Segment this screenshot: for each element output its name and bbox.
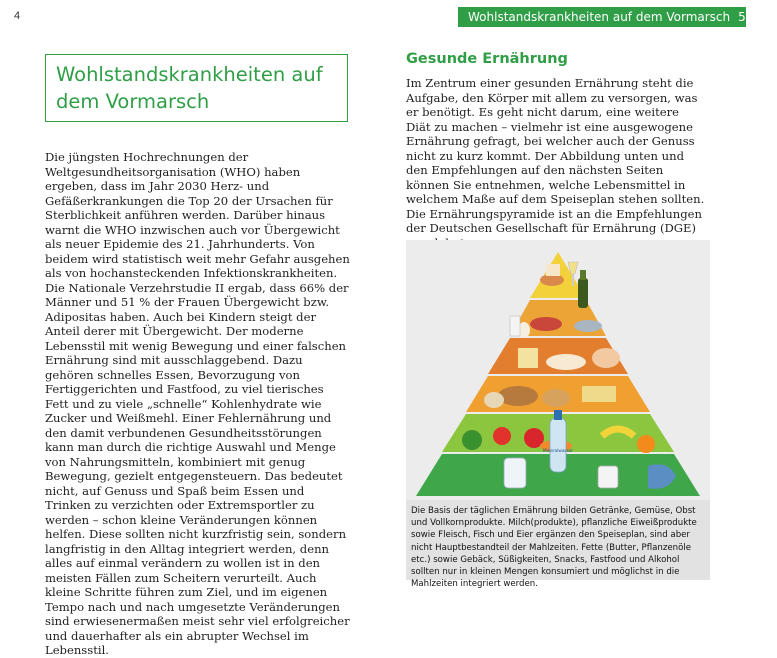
paragraph: Die jüngsten Hochrechnungen der Weltgesundheitsorganisation (WHO) haben ergeben, dass im Jahr 2030 Herz- und Gefäßerkrankungen die Top 20 der Ursachen für Sterblichkeit anführen werden. Darüber hinaus warnt die WHO inzwischen auch vor Übergewicht als neuer Epidemie des 21. Jahrhunderts. Von beidem wird statistisch weit mehr Gefahr ausgehen als von hochansteckenden Infektionskrankheiten.: [45, 150, 350, 280]
left-body-text: [45, 150, 350, 658]
right-body-text: Im Zentrum einer gesunden Ernährung steht die Aufgabe, den Körper mit allem zu versorgen, was er benötigt. Es geht nicht darum, eine weitere Diät zu machen – vielmehr ist eine ausgewogene Ernährung gefragt, bei welcher auch der Genuss nicht zu kurz kommt. Der Abbildung unten und den Empfehlungen auf den nächsten Seiten können Sie entnehmen, welche Lebensmittel in welchem Maße auf dem Speiseplan stehen sollten. Die Ernährungspyramide ist an die Empfehlungen der Deutschen Gesellschaft für Ernährung (DGE): [406, 76, 705, 235]
cake-icon: [546, 264, 560, 276]
water-glass-icon: [504, 458, 526, 488]
milk-bottle-icon: [510, 316, 520, 336]
section-heading: Gesunde Ernährung: [406, 51, 568, 67]
cheese-icon: [518, 348, 538, 368]
rice-bowl-icon: [484, 392, 504, 408]
pasta-icon: [582, 386, 616, 402]
orange-icon: [637, 435, 655, 453]
section-title-box: Wohlstandskrankheiten auf dem Vormarsch: [45, 54, 348, 122]
oil-bottle-neck-icon: [580, 270, 586, 280]
figure-caption: Die Basis der täglichen Ernährung bilden Getränke, Gemüse, Obst und Vollkornprodukte. Milch(produkte), pflanzliche Eiweißprodukte sowie Fleisch, Fisch und Eier ergänzen den Speiseplan, sind aber nicht Hauptbestandteil der Mahlzeiten. Fette (Butter, Pflanzenöle etc.) sowie Gebäck, Süßigkeiten, Snacks, Fastfood und Alkohol sollten nur in kleinen Mengen konsumiert und möglichst in die Mahlzeiten integriert werden.: [406, 500, 710, 580]
broccoli-icon: [462, 430, 482, 450]
cup-icon: [598, 466, 618, 488]
wine-glass-stem-icon: [572, 274, 574, 286]
fish-icon: [574, 320, 602, 332]
food-pyramid-figure: [406, 240, 710, 500]
running-header-title: Wohlstandskrankheiten auf dem Vormarsch: [468, 10, 731, 24]
sausage-plate-icon: [546, 354, 586, 370]
tomato-icon: [493, 427, 511, 445]
paragraph: Die Nationale Verzehrstudie II ergab, dass 66% der Männer und 51 % der Frauen Übergewicht bzw. Adipositas haben. Auch bei Kindern steigt der Anteil derer mit Übergewicht. Der moderne Lebensstil mit wenig Bewegung und einer falschen Ernährung sind mit ausschlaggebend. Dazu gehören schnelles Essen, Bevorzugung von Fertiggerichten und Fastfood, zu viel tierisches Fett und zu viele „schnelle“ Kohlenhydrate wie Zucker und Weißmehl. Einer Fehlernährung und den damit verbundenen Gesundheitsstörungen kann man durch die richtige Auswahl und Menge von Nahrungsmitteln, kombiniert mit genug Bewegung, gezielt entgegensteuern. Das bedeutet nicht, auf Genuss und Spaß beim Essen und Trinken zu verzichten oder Extremsportler zu werden – schon kleine Veränderungen können helfen. Diese sollten nicht kurzfristig sein, sondern langfristig in den Alltag integriert werden, denn alles auf einmal verändern zu wollen ist in den meisten Fällen zum Scheitern verurteilt. Auch kleine Schritte führen zum Ziel, und im eigenen Tempo nach und nach umgesetzte Veränderungen sind erwiesenermaßen meist sehr viel erfolgreicher und dauerhafter als ein abrupter Wechsel im Lebensstil.: [45, 280, 350, 657]
water-bottle-cap-icon: [554, 410, 562, 420]
page-number-left: 4: [14, 10, 21, 22]
bread-icon: [498, 386, 538, 406]
food-pyramid-illustration: [406, 240, 710, 500]
page-number-right: 5: [738, 10, 746, 24]
meat-icon: [530, 317, 562, 331]
water-bottle-label: Mineralwasser: [542, 448, 574, 453]
oil-bottle-icon: [578, 278, 588, 308]
ham-icon: [592, 348, 620, 368]
water-bottle-icon: [550, 418, 566, 472]
potato-icon: [542, 389, 570, 407]
running-header: [458, 7, 746, 27]
